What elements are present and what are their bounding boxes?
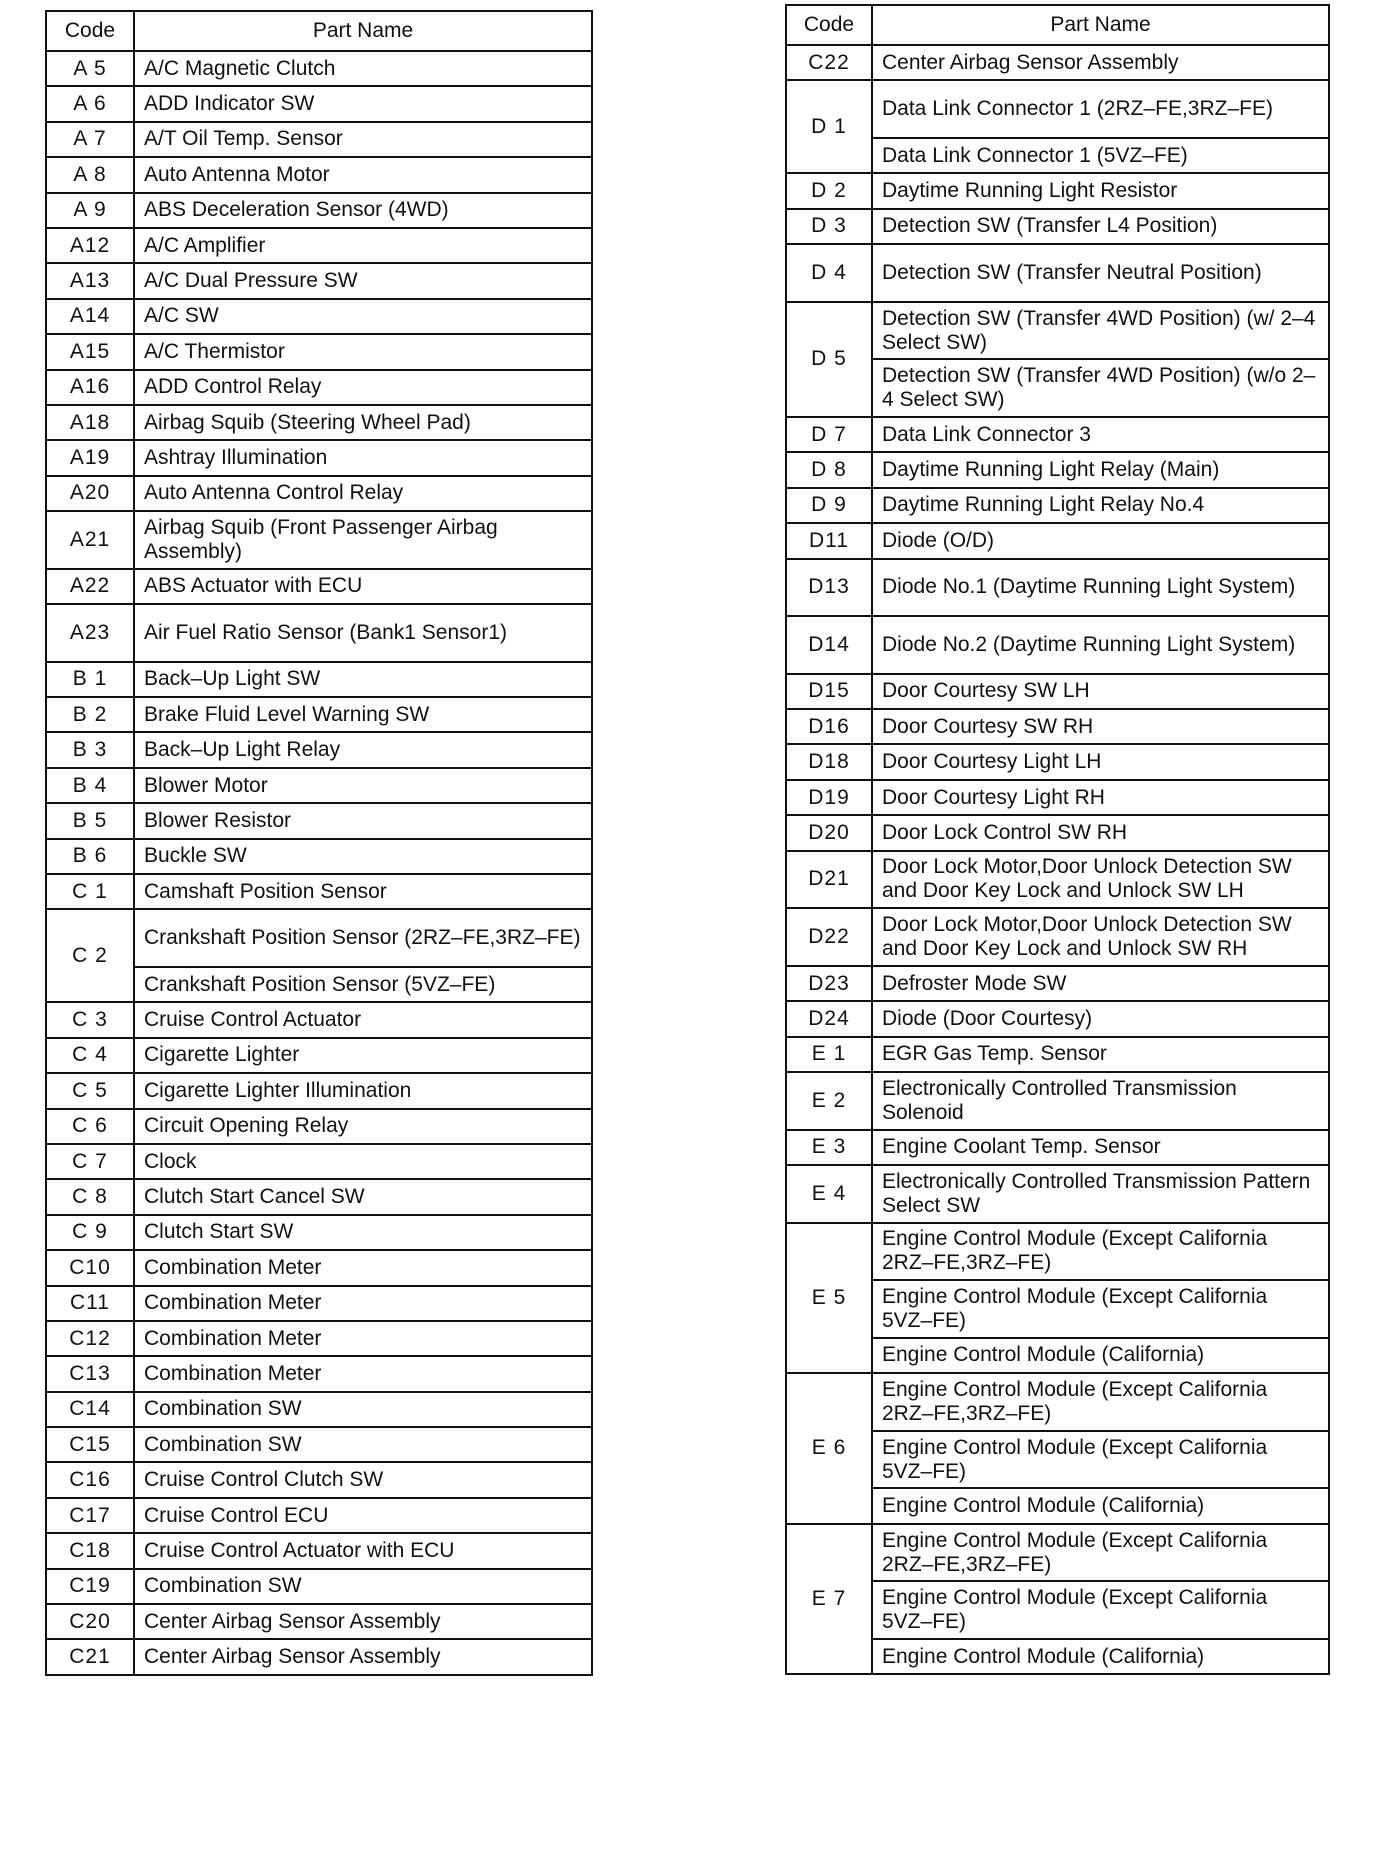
code-cell: A12 bbox=[46, 228, 134, 263]
code-cell: E 1 bbox=[786, 1037, 872, 1072]
part-name-cell: Door Lock Motor,Door Unlock Detection SW and Door Key Lock and Unlock SW RH bbox=[872, 908, 1329, 966]
header-row bbox=[786, 5, 1329, 45]
part-name-cell: ADD Indicator SW bbox=[134, 86, 592, 121]
code-cell: D13 bbox=[786, 559, 872, 617]
part-name-cell: Engine Control Module (California) bbox=[872, 1639, 1329, 1674]
table-row bbox=[46, 1321, 592, 1356]
code-cell: D 9 bbox=[786, 488, 872, 523]
part-name-cell: Combination Meter bbox=[134, 1250, 592, 1285]
part-name-cell: Engine Control Module (Except California 2RZ–FE,3RZ–FE) bbox=[872, 1373, 1329, 1431]
code-cell: A 5 bbox=[46, 51, 134, 86]
part-name-cell: A/C Dual Pressure SW bbox=[134, 263, 592, 298]
code-cell: A20 bbox=[46, 476, 134, 511]
part-name-header: Part Name bbox=[134, 11, 592, 51]
part-name-cell: Engine Control Module (Except California 5VZ–FE) bbox=[872, 1431, 1329, 1489]
table-row bbox=[786, 1373, 1329, 1431]
part-name-cell: Back–Up Light Relay bbox=[134, 732, 592, 767]
part-name-cell: Door Courtesy SW LH bbox=[872, 674, 1329, 709]
part-name-cell: Combination Meter bbox=[134, 1286, 592, 1321]
code-cell: C20 bbox=[46, 1604, 134, 1639]
part-name-cell: Air Fuel Ratio Sensor (Bank1 Sensor1) bbox=[134, 604, 592, 662]
code-cell: A23 bbox=[46, 604, 134, 662]
table-row bbox=[786, 559, 1329, 617]
table-row bbox=[46, 839, 592, 874]
code-cell: A 6 bbox=[46, 86, 134, 121]
code-cell: C 8 bbox=[46, 1179, 134, 1214]
table-row bbox=[46, 86, 592, 121]
part-name-cell: ABS Actuator with ECU bbox=[134, 569, 592, 604]
table-row bbox=[46, 1179, 592, 1214]
part-name-cell: Ashtray Illumination bbox=[134, 440, 592, 475]
code-cell: C 1 bbox=[46, 874, 134, 909]
table-row bbox=[786, 80, 1329, 138]
parts-table-left bbox=[45, 10, 593, 1676]
code-cell: D 4 bbox=[786, 244, 872, 302]
table-row bbox=[46, 697, 592, 732]
table-row bbox=[786, 1001, 1329, 1036]
table-row bbox=[46, 440, 592, 475]
part-name-cell: Daytime Running Light Relay No.4 bbox=[872, 488, 1329, 523]
table-row bbox=[786, 302, 1329, 360]
table-row bbox=[46, 662, 592, 697]
part-name-cell: Center Airbag Sensor Assembly bbox=[134, 1604, 592, 1639]
code-cell: B 6 bbox=[46, 839, 134, 874]
table-row bbox=[786, 709, 1329, 744]
part-name-cell: Diode No.2 (Daytime Running Light System) bbox=[872, 616, 1329, 674]
table-row bbox=[46, 1250, 592, 1285]
part-name-cell: Center Airbag Sensor Assembly bbox=[872, 45, 1329, 80]
code-cell: D20 bbox=[786, 815, 872, 850]
code-cell: D16 bbox=[786, 709, 872, 744]
table-row bbox=[46, 569, 592, 604]
part-name-cell: Crankshaft Position Sensor (2RZ–FE,3RZ–FE) bbox=[134, 909, 592, 967]
table-row bbox=[46, 1427, 592, 1462]
code-cell: C17 bbox=[46, 1498, 134, 1533]
part-name-cell: Clutch Start SW bbox=[134, 1215, 592, 1250]
parts-table-right bbox=[785, 4, 1330, 1675]
code-cell: C21 bbox=[46, 1639, 134, 1674]
part-name-cell: Engine Control Module (Except California 2RZ–FE,3RZ–FE) bbox=[872, 1524, 1329, 1582]
table-row bbox=[46, 1392, 592, 1427]
table-row bbox=[46, 909, 592, 967]
part-name-cell: Electronically Controlled Transmission Solenoid bbox=[872, 1072, 1329, 1130]
part-name-cell: Diode No.1 (Daytime Running Light System) bbox=[872, 559, 1329, 617]
part-name-cell: Clock bbox=[134, 1144, 592, 1179]
code-cell: D22 bbox=[786, 908, 872, 966]
code-cell: B 5 bbox=[46, 803, 134, 838]
code-cell: D11 bbox=[786, 523, 872, 558]
part-name-cell: Data Link Connector 1 (2RZ–FE,3RZ–FE) bbox=[872, 80, 1329, 138]
part-name-cell: Combination SW bbox=[134, 1427, 592, 1462]
part-name-cell: Cruise Control Clutch SW bbox=[134, 1462, 592, 1497]
table-row bbox=[786, 616, 1329, 674]
code-cell: E 6 bbox=[786, 1373, 872, 1524]
part-name-cell: ABS Deceleration Sensor (4WD) bbox=[134, 193, 592, 228]
code-cell: A 7 bbox=[46, 122, 134, 157]
part-name-cell: Engine Control Module (California) bbox=[872, 1338, 1329, 1373]
part-name-cell: A/C SW bbox=[134, 299, 592, 334]
table-row bbox=[46, 228, 592, 263]
table-row bbox=[46, 1073, 592, 1108]
table-row bbox=[46, 157, 592, 192]
code-cell: E 7 bbox=[786, 1524, 872, 1675]
code-header: Code bbox=[786, 5, 872, 45]
code-cell: A 8 bbox=[46, 157, 134, 192]
table-row bbox=[786, 744, 1329, 779]
code-cell: C14 bbox=[46, 1392, 134, 1427]
table-row bbox=[46, 1215, 592, 1250]
part-name-cell: Combination Meter bbox=[134, 1356, 592, 1391]
table-row bbox=[786, 209, 1329, 244]
code-cell: A 9 bbox=[46, 193, 134, 228]
table-row bbox=[46, 263, 592, 298]
table-row bbox=[46, 1038, 592, 1073]
part-name-cell: Diode (O/D) bbox=[872, 523, 1329, 558]
part-name-cell: Door Lock Motor,Door Unlock Detection SW and Door Key Lock and Unlock SW LH bbox=[872, 851, 1329, 909]
part-name-cell: Cruise Control Actuator with ECU bbox=[134, 1533, 592, 1568]
part-name-cell: Back–Up Light SW bbox=[134, 662, 592, 697]
part-name-cell: A/C Thermistor bbox=[134, 334, 592, 369]
part-name-cell: Center Airbag Sensor Assembly bbox=[134, 1639, 592, 1674]
part-name-cell: Airbag Squib (Front Passenger Airbag Assembly) bbox=[134, 511, 592, 569]
table-row bbox=[46, 1109, 592, 1144]
code-cell: C 5 bbox=[46, 1073, 134, 1108]
code-cell: C15 bbox=[46, 1427, 134, 1462]
table-row bbox=[786, 966, 1329, 1001]
part-name-cell: Circuit Opening Relay bbox=[134, 1109, 592, 1144]
table-row bbox=[46, 193, 592, 228]
code-cell: C11 bbox=[46, 1286, 134, 1321]
part-name-cell: Cruise Control Actuator bbox=[134, 1002, 592, 1037]
table-row bbox=[46, 334, 592, 369]
part-name-cell: Diode (Door Courtesy) bbox=[872, 1001, 1329, 1036]
part-name-cell: Cruise Control ECU bbox=[134, 1498, 592, 1533]
part-name-cell: Data Link Connector 3 bbox=[872, 417, 1329, 452]
part-name-cell: Door Lock Control SW RH bbox=[872, 815, 1329, 850]
table-row bbox=[46, 1498, 592, 1533]
table-row bbox=[46, 1604, 592, 1639]
code-cell: A16 bbox=[46, 370, 134, 405]
code-cell: D 3 bbox=[786, 209, 872, 244]
table-row bbox=[786, 244, 1329, 302]
code-cell: C10 bbox=[46, 1250, 134, 1285]
table-row bbox=[786, 523, 1329, 558]
table-row bbox=[46, 1356, 592, 1391]
part-name-cell: Buckle SW bbox=[134, 839, 592, 874]
code-cell: C 6 bbox=[46, 1109, 134, 1144]
code-cell: B 4 bbox=[46, 768, 134, 803]
code-cell: E 2 bbox=[786, 1072, 872, 1130]
part-name-cell: Daytime Running Light Resistor bbox=[872, 173, 1329, 208]
part-name-cell: Cigarette Lighter bbox=[134, 1038, 592, 1073]
table-row bbox=[46, 122, 592, 157]
part-name-cell: Door Courtesy Light LH bbox=[872, 744, 1329, 779]
table-row bbox=[46, 803, 592, 838]
code-cell: D15 bbox=[786, 674, 872, 709]
code-cell: A15 bbox=[46, 334, 134, 369]
code-cell: E 3 bbox=[786, 1130, 872, 1165]
table-row bbox=[46, 476, 592, 511]
part-name-cell: Engine Control Module (Except California 2RZ–FE,3RZ–FE) bbox=[872, 1223, 1329, 1281]
table-row bbox=[786, 1072, 1329, 1130]
part-name-cell: A/C Amplifier bbox=[134, 228, 592, 263]
part-name-cell: Combination SW bbox=[134, 1569, 592, 1604]
part-name-header: Part Name bbox=[872, 5, 1329, 45]
table-row bbox=[786, 1130, 1329, 1165]
code-cell: D 8 bbox=[786, 452, 872, 487]
code-cell: C 7 bbox=[46, 1144, 134, 1179]
part-name-cell: Detection SW (Transfer 4WD Position) (w/o 2–4 Select SW) bbox=[872, 359, 1329, 417]
part-name-cell: A/T Oil Temp. Sensor bbox=[134, 122, 592, 157]
table-row bbox=[46, 874, 592, 909]
code-cell: D19 bbox=[786, 780, 872, 815]
part-name-cell: Defroster Mode SW bbox=[872, 966, 1329, 1001]
code-cell: A14 bbox=[46, 299, 134, 334]
table-row bbox=[46, 51, 592, 86]
part-name-cell: Crankshaft Position Sensor (5VZ–FE) bbox=[134, 967, 592, 1002]
table-row bbox=[786, 173, 1329, 208]
code-cell: D23 bbox=[786, 966, 872, 1001]
part-name-cell: Auto Antenna Motor bbox=[134, 157, 592, 192]
table-row bbox=[46, 1639, 592, 1674]
code-cell: E 4 bbox=[786, 1165, 872, 1223]
part-name-cell: Electronically Controlled Transmission Pattern Select SW bbox=[872, 1165, 1329, 1223]
code-cell: C 4 bbox=[46, 1038, 134, 1073]
table-row bbox=[46, 1569, 592, 1604]
code-cell: C16 bbox=[46, 1462, 134, 1497]
code-cell: C 9 bbox=[46, 1215, 134, 1250]
table-row bbox=[786, 1524, 1329, 1582]
code-cell: C12 bbox=[46, 1321, 134, 1356]
part-name-cell: Engine Control Module (Except California 5VZ–FE) bbox=[872, 1581, 1329, 1639]
code-cell: E 5 bbox=[786, 1223, 872, 1374]
part-name-cell: Detection SW (Transfer 4WD Position) (w/ 2–4 Select SW) bbox=[872, 302, 1329, 360]
part-name-cell: Engine Control Module (Except California 5VZ–FE) bbox=[872, 1280, 1329, 1338]
code-cell: D 2 bbox=[786, 173, 872, 208]
table-row bbox=[46, 1533, 592, 1568]
part-name-cell: Airbag Squib (Steering Wheel Pad) bbox=[134, 405, 592, 440]
code-cell: A19 bbox=[46, 440, 134, 475]
part-name-cell: Camshaft Position Sensor bbox=[134, 874, 592, 909]
code-cell: B 3 bbox=[46, 732, 134, 767]
table-row bbox=[46, 604, 592, 662]
part-name-cell: Combination SW bbox=[134, 1392, 592, 1427]
table-row bbox=[786, 1223, 1329, 1281]
code-cell: A18 bbox=[46, 405, 134, 440]
code-cell: C 3 bbox=[46, 1002, 134, 1037]
part-name-cell: Daytime Running Light Relay (Main) bbox=[872, 452, 1329, 487]
part-name-cell: Brake Fluid Level Warning SW bbox=[134, 697, 592, 732]
table-row bbox=[46, 768, 592, 803]
code-cell: B 1 bbox=[46, 662, 134, 697]
table-row bbox=[46, 370, 592, 405]
table-row bbox=[786, 851, 1329, 909]
code-cell: D 5 bbox=[786, 302, 872, 417]
table-row bbox=[46, 1286, 592, 1321]
part-name-cell: Data Link Connector 1 (5VZ–FE) bbox=[872, 138, 1329, 173]
code-cell: D 1 bbox=[786, 80, 872, 173]
code-cell: A22 bbox=[46, 569, 134, 604]
code-cell: A13 bbox=[46, 263, 134, 298]
code-cell: D21 bbox=[786, 851, 872, 909]
table-row bbox=[46, 1462, 592, 1497]
part-name-cell: Door Courtesy SW RH bbox=[872, 709, 1329, 744]
code-cell: B 2 bbox=[46, 697, 134, 732]
code-header: Code bbox=[46, 11, 134, 51]
code-cell: A21 bbox=[46, 511, 134, 569]
part-name-cell: Cigarette Lighter Illumination bbox=[134, 1073, 592, 1108]
part-name-cell: Detection SW (Transfer L4 Position) bbox=[872, 209, 1329, 244]
table-row bbox=[786, 780, 1329, 815]
code-cell: C19 bbox=[46, 1569, 134, 1604]
part-name-cell: Blower Resistor bbox=[134, 803, 592, 838]
table-row bbox=[786, 452, 1329, 487]
part-name-cell: Blower Motor bbox=[134, 768, 592, 803]
part-name-cell: ADD Control Relay bbox=[134, 370, 592, 405]
code-cell: C18 bbox=[46, 1533, 134, 1568]
table-row bbox=[786, 1165, 1329, 1223]
code-cell: C 2 bbox=[46, 909, 134, 1002]
part-name-cell: Door Courtesy Light RH bbox=[872, 780, 1329, 815]
code-cell: D 7 bbox=[786, 417, 872, 452]
code-cell: D24 bbox=[786, 1001, 872, 1036]
code-cell: C22 bbox=[786, 45, 872, 80]
code-cell: D18 bbox=[786, 744, 872, 779]
table-row bbox=[786, 488, 1329, 523]
table-row bbox=[46, 732, 592, 767]
part-name-cell: Engine Control Module (California) bbox=[872, 1488, 1329, 1523]
table-row bbox=[46, 299, 592, 334]
table-row bbox=[786, 908, 1329, 966]
table-row bbox=[786, 674, 1329, 709]
part-name-cell: Auto Antenna Control Relay bbox=[134, 476, 592, 511]
code-cell: C13 bbox=[46, 1356, 134, 1391]
header-row bbox=[46, 11, 592, 51]
table-row bbox=[786, 417, 1329, 452]
table-row bbox=[786, 45, 1329, 80]
code-cell: D14 bbox=[786, 616, 872, 674]
part-name-cell: Clutch Start Cancel SW bbox=[134, 1179, 592, 1214]
table-row bbox=[786, 1037, 1329, 1072]
part-name-cell: Combination Meter bbox=[134, 1321, 592, 1356]
part-name-cell: Engine Coolant Temp. Sensor bbox=[872, 1130, 1329, 1165]
part-name-cell: A/C Magnetic Clutch bbox=[134, 51, 592, 86]
table-row bbox=[46, 405, 592, 440]
table-row bbox=[46, 1002, 592, 1037]
table-row bbox=[786, 815, 1329, 850]
part-name-cell: Detection SW (Transfer Neutral Position) bbox=[872, 244, 1329, 302]
part-name-cell: EGR Gas Temp. Sensor bbox=[872, 1037, 1329, 1072]
table-row bbox=[46, 511, 592, 569]
table-row bbox=[46, 1144, 592, 1179]
